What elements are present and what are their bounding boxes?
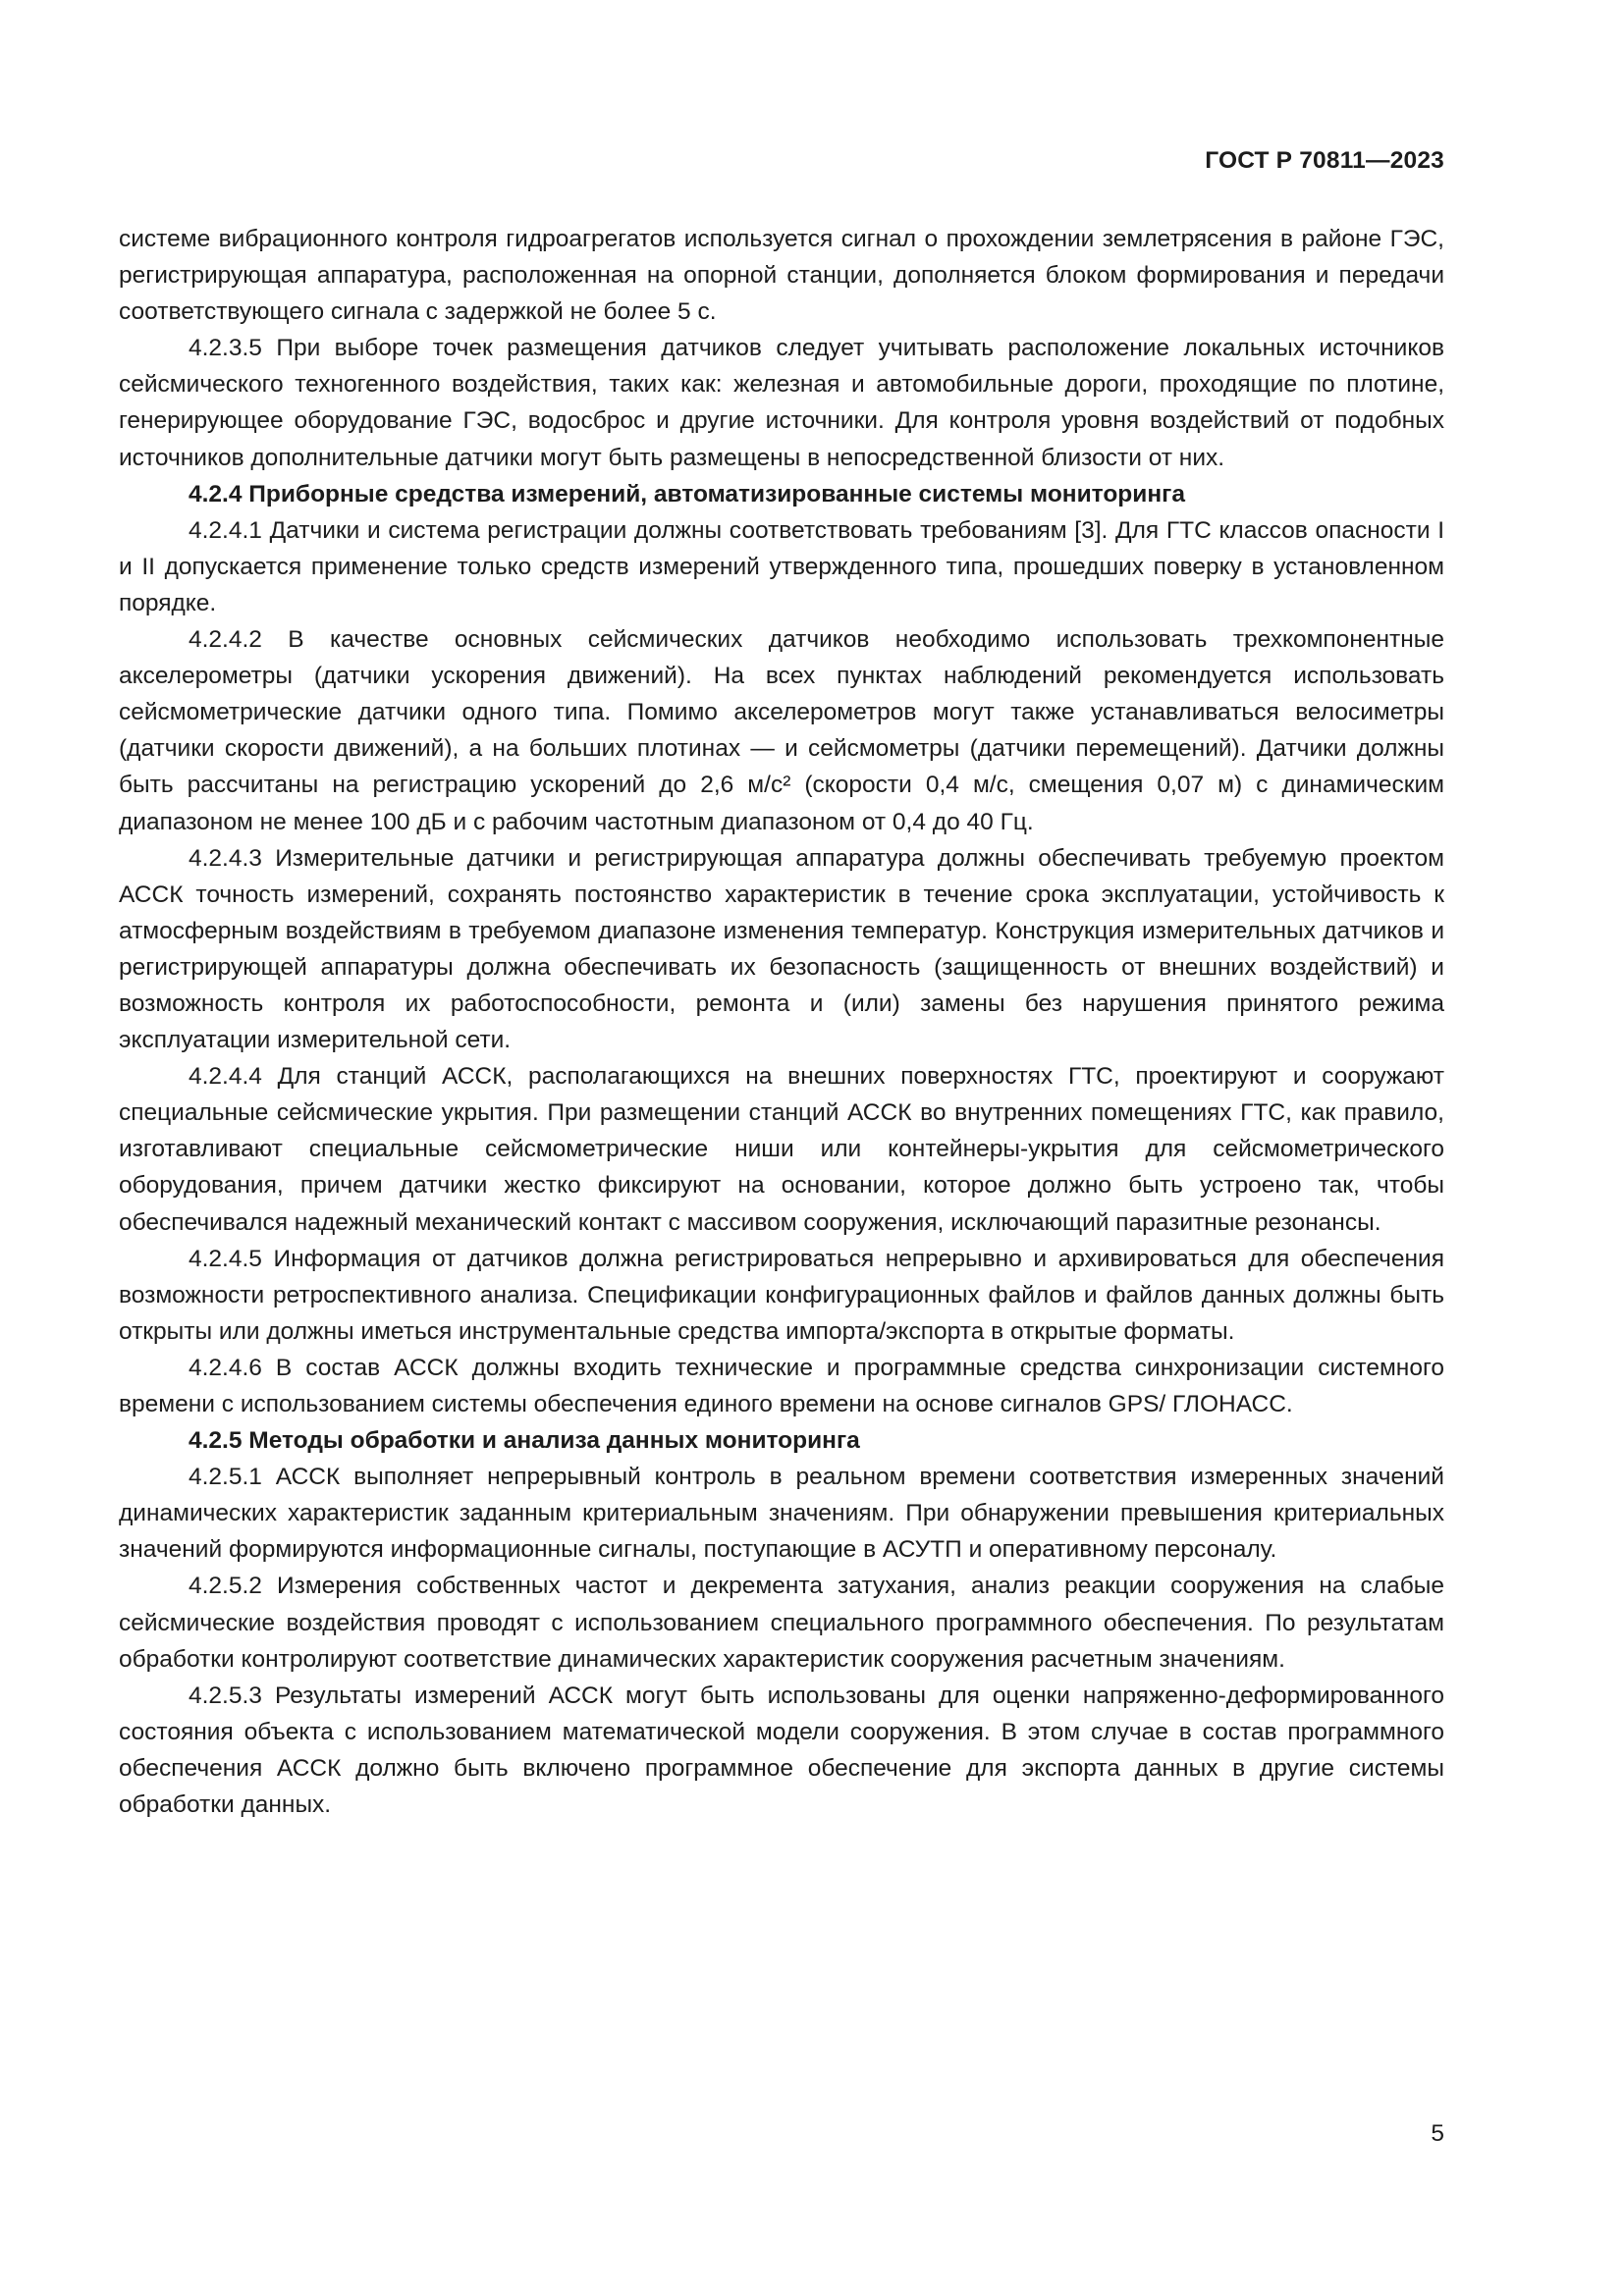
paragraph: 4.2.4.2 В качестве основных сейсмических датчиков необходимо использовать трехкомпонентные акселерометры (датчики ускорения движений). На всех пунктах наблюдений рекомендуется использовать сейсмометрические датчики одного типа. Помимо акселерометров могут также устанавливаться велосиметры (датчики скорости движений), а на больших плотинах — и сейсмометры (датчики перемещений). Датчики должны быть рассчитаны на регистрацию ускорений до 2,6 м/с² (скорости 0,4 м/с, смещения 0,07 м) с динамическим диапазоном не менее 100 дБ и с рабочим частотным диапазоном от 0,4 до 40 Гц. xyxy=(119,626,1444,835)
paragraph: 4.2.4.4 Для станций АССК, располагающихся на внешних поверхностях ГТС, проектируют и сооружают специальные сейсмические укрытия. При размещении станций АССК во внутренних помещениях ГТС, как правило, изготавливают специальные сейсмометрические ниши или контейнеры-укрытия для сейсмометрического оборудования, причем датчики жестко фиксируют на основании, которое должно быть устроено так, чтобы обеспечивался надежный механический контакт с массивом сооружения, исключающий паразитные резонансы. xyxy=(119,1063,1444,1236)
document-body xyxy=(119,221,1444,1823)
paragraph: системе вибрационного контроля гидроагрегатов используется сигнал о прохождении землетрясения в районе ГЭС, регистрирующая аппаратура, расположенная на опорной станции, дополняется блоком формирования и передачи соответствующего сигнала с задержкой не более 5 с. xyxy=(119,226,1444,326)
paragraph: 4.2.4.5 Информация от датчиков должна регистрироваться непрерывно и архивироваться для обеспечения возможности ретроспективного анализа. Спецификации конфигурационных файлов и файлов данных должны быть открыты или должны иметься инструментальные средства импорта/экспорта в открытые форматы. xyxy=(119,1245,1444,1345)
section-heading: 4.2.4 Приборные средства измерений, автоматизированные системы мониторинга xyxy=(189,480,1185,507)
paragraph: 4.2.4.6 В состав АССК должны входить технические и программные средства синхронизации системного времени с использованием системы обеспечения единого времени на основе сигналов GPS/ ГЛОНАСС. xyxy=(119,1354,1444,1417)
document-code: ГОСТ Р 70811—2023 xyxy=(1205,147,1444,174)
paragraph: 4.2.5.3 Результаты измерений АССК могут быть использованы для оценки напряженно-деформированного состояния объекта с использованием математической модели сооружения. В этом случае в состав программного обеспечения АССК должно быть включено программное обеспечение для экспорта данных в другие системы обработки данных. xyxy=(119,1682,1444,1819)
paragraph: 4.2.3.5 При выборе точек размещения датчиков следует учитывать расположение локальных источников сейсмического техногенного воздействия, таких как: железная и автомобильные дороги, проходящие по плотине, генерирующее оборудование ГЭС, водосброс и другие источники. Для контроля уровня воздействий от подобных источников дополнительные датчики могут быть размещены в непосредственной близости от них. xyxy=(119,335,1444,471)
paragraph: 4.2.5.2 Измерения собственных частот и декремента затухания, анализ реакции сооружения на слабые сейсмические воздействия проводят с использованием специального программного обеспечения. По результатам обработки контролируют соответствие динамических характеристик сооружения расчетным значениям. xyxy=(119,1573,1444,1673)
section-heading: 4.2.5 Методы обработки и анализа данных мониторинга xyxy=(189,1427,860,1455)
paragraph: 4.2.4.3 Измерительные датчики и регистрирующая аппаратура должны обеспечивать требуемую проектом АССК точность измерений, сохранять постоянство характеристик в течение срока эксплуатации, устойчивость к атмосферным воздействиям в требуемом диапазоне изменения температур. Конструкция измерительных датчиков и регистрирующей аппаратуры должна обеспечивать их безопасность (защищенность от внешних воздействий) и возможность контроля их работоспособности, ремонта и (или) замены без нарушения принятого режима эксплуатации измерительной сети. xyxy=(119,844,1444,1054)
paragraph: 4.2.5.1 АССК выполняет непрерывный контроль в реальном времени соответствия измеренных значений динамических характеристик заданным критериальным значениям. При обнаружении превышения критериальных значений формируются информационные сигналы, поступающие в АСУТП и оперативному персоналу. xyxy=(119,1464,1444,1564)
paragraph: 4.2.4.1 Датчики и система регистрации должны соответствовать требованиям [3]. Для ГТС классов опасности I и II допускается применение только средств измерений утвержденного типа, прошедших поверку в установленном порядке. xyxy=(119,516,1444,616)
page-number: 5 xyxy=(1431,2120,1444,2147)
